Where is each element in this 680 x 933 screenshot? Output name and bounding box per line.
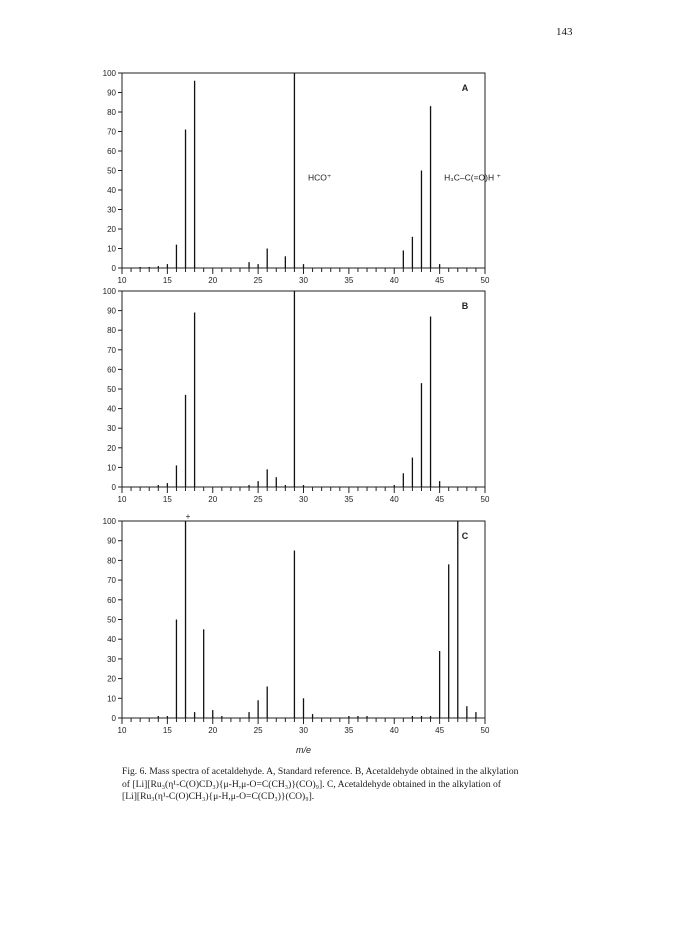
- panel-b-ytick-label-8: 80: [107, 326, 116, 336]
- panel-a-ytick-label-10: 100: [102, 69, 116, 78]
- panel-c-ytick-label-6: 60: [107, 595, 116, 605]
- panel-c-xtick-label-1: 15: [162, 726, 172, 735]
- panel-b-ytick-label-7: 70: [107, 345, 116, 355]
- panel-b-ytick-label-2: 20: [107, 443, 116, 453]
- page-number: 143: [556, 26, 573, 38]
- panel-a-xtick-label-3: 25: [253, 276, 263, 285]
- panel-a-xtick-label-7: 45: [435, 276, 445, 285]
- panel-b-xtick-label-3: 25: [253, 495, 263, 504]
- panel-c-label: C: [461, 531, 469, 541]
- panel-a-ytick-label-3: 30: [107, 205, 116, 215]
- panel-b-xtick-label-7: 45: [435, 495, 445, 504]
- panel-a-annotation-1: H₃C–C(=O)H ⁺: [444, 172, 501, 183]
- panel-c-xtick-label-7: 45: [435, 726, 445, 735]
- panel-c-xtick-label-6: 40: [389, 726, 399, 735]
- panel-b-xtick-label-8: 50: [480, 495, 490, 504]
- panel-a-ytick-label-2: 20: [107, 225, 116, 234]
- panel-a-xtick-label-4: 30: [299, 276, 308, 285]
- panel-c-ytick-label-5: 50: [107, 615, 116, 625]
- panel-b-xtick-label-5: 35: [344, 495, 354, 504]
- panel-b-xtick-label-2: 20: [208, 495, 218, 504]
- panel-c-ytick-label-1: 10: [107, 694, 116, 704]
- panel-c-xlabel: m/e: [295, 745, 312, 755]
- panel-b-ytick-label-6: 60: [107, 365, 116, 375]
- panel-c-ytick-label-9: 90: [107, 536, 116, 546]
- panel-c-xtick-label-3: 25: [253, 726, 263, 735]
- panel-c-xtick-label-0: 10: [117, 726, 127, 735]
- panel-c-xtick-label-8: 50: [480, 726, 490, 735]
- panel-a-xtick-label-6: 40: [389, 276, 399, 285]
- panel-b-ytick-label-4: 40: [107, 404, 116, 414]
- panel-a-xtick-label-0: 10: [117, 276, 127, 285]
- panel-b-ytick-label-1: 10: [107, 463, 116, 473]
- panel-c-xtick-label-2: 20: [208, 726, 218, 735]
- panel-a-ytick-label-6: 60: [107, 147, 116, 156]
- panel-b-ytick-label-5: 50: [107, 385, 116, 394]
- panel-c-ytick-label-7: 70: [107, 576, 116, 586]
- panel-a-xtick-label-1: 15: [162, 276, 172, 285]
- panel-c-ytick-label-0: 0: [111, 714, 116, 723]
- panel-c-ytick-label-3: 30: [107, 654, 116, 664]
- panel-b-xtick-label-6: 40: [389, 495, 399, 504]
- panel-b-ytick-label-9: 90: [107, 306, 116, 316]
- panel-a-xtick-label-8: 50: [480, 276, 490, 285]
- figure-caption: [122, 766, 592, 804]
- panel-a-xtick-label-5: 35: [344, 276, 354, 285]
- panel-a-label: A: [461, 83, 469, 93]
- panel-a-ytick-label-8: 80: [107, 108, 116, 117]
- panel-b-xtick-label-0: 10: [117, 495, 127, 504]
- panel-b-xtick-label-1: 15: [162, 495, 172, 504]
- panel-c-ytick-label-4: 40: [107, 635, 116, 645]
- panel-a-annotation-0: HCO⁺: [308, 172, 332, 183]
- panel-c-ytick-label-8: 80: [107, 556, 116, 566]
- panel-c-xtick-label-5: 35: [344, 726, 354, 735]
- panel-b-xtick-label-4: 30: [299, 495, 308, 504]
- panel-c-xtick-label-4: 30: [299, 726, 308, 735]
- panel-c-ytick-label-2: 20: [107, 674, 116, 684]
- panel-b-ytick-label-0: 0: [111, 483, 116, 492]
- panel-a-xtick-label-2: 20: [208, 276, 218, 285]
- panel-b-ytick-label-10: 100: [102, 287, 116, 296]
- caption-line-2: of [Li][Ru₃(η¹-C(O)CD₃){μ-H,μ-O=C(CH₃)}(CO)₉]. C, Acetaldehyde obtained in the alkylation of: [122, 778, 501, 790]
- panel-a-ytick-label-9: 90: [107, 88, 116, 98]
- caption-line-3: [Li][Ru₃(η¹-C(O)CH₃){μ-H,μ-O=C(CD₃)}(CO)₉].: [122, 791, 315, 802]
- panel-b-ytick-label-3: 30: [107, 424, 116, 434]
- panel-a-ytick-label-4: 40: [107, 186, 116, 195]
- panel-a-ytick-label-0: 0: [111, 264, 116, 273]
- panel-a-ytick-label-7: 70: [107, 127, 116, 137]
- panel-c-annotation-0: +: [185, 511, 191, 522]
- panel-c-ytick-label-10: 100: [102, 517, 116, 526]
- panel-a-ytick-label-5: 50: [107, 166, 116, 176]
- caption-line-1: Fig. 6. Mass spectra of acetaldehyde. A, Standard reference. B, Acetaldehyde obtained in the alkylation: [122, 766, 519, 777]
- panel-a-ytick-label-1: 10: [107, 244, 116, 254]
- panel-b-label: B: [461, 301, 469, 311]
